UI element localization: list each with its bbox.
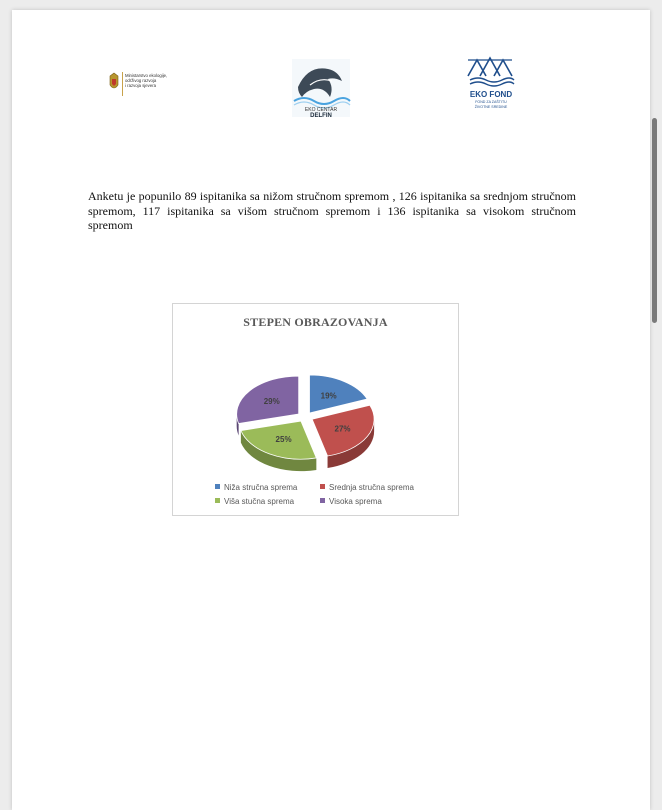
pie-data-label: 19%	[320, 391, 337, 401]
legend-label: Niža stručna sprema	[224, 483, 298, 492]
delfin-line1: EKO CENTAR	[304, 107, 338, 113]
chart-title: STEPEN OBRAZOVANJA	[243, 315, 388, 329]
legend-item	[215, 483, 297, 492]
delfin-line2: DELFIN	[310, 113, 332, 119]
ekofond-line2: ŽIVOTNE SREDINE	[474, 105, 508, 109]
legend-label: Visoka sprema	[329, 497, 382, 506]
ministry-line: i razvoja sjevera	[125, 83, 157, 88]
ministry-divider	[122, 72, 123, 96]
document-page	[12, 10, 650, 810]
montenegro-crest-icon	[107, 72, 121, 94]
delfin-logo	[284, 57, 354, 119]
legend-swatch	[320, 498, 325, 503]
education-pie-chart	[172, 303, 459, 516]
scrollbar[interactable]	[652, 118, 657, 323]
legend-swatch	[215, 498, 220, 503]
pie-data-label: 29%	[263, 397, 280, 407]
ekofond-name: EKO FOND	[469, 90, 513, 99]
pie-data-label: 27%	[334, 424, 351, 434]
ministry-logo	[107, 62, 187, 110]
legend-swatch	[320, 484, 325, 489]
legend-label: Viša stučna sprema	[224, 497, 295, 506]
ministry-name	[125, 73, 190, 88]
pie-data-label: 25%	[275, 435, 292, 445]
legend-label: Srednja stručna sprema	[329, 483, 414, 492]
ekofond-logo	[460, 52, 524, 114]
ministry-line: održivog razvoja	[125, 78, 157, 83]
legend-item	[320, 497, 382, 506]
legend-item	[320, 483, 414, 492]
ministry-line: Ministarstvo ekologije,	[125, 73, 168, 78]
intro-paragraph: Anketu je popunilo 89 ispitanika sa nižom stručnom spremom , 126 ispitanika sa srednjom stručnom spremom, 117 ispitanika sa višom stručnom spremom i 136 ispitanika sa visokom stručnom spremom	[88, 189, 576, 233]
pie-slice	[309, 375, 367, 413]
ekofond-line1: FOND ZA ZAŠTITU	[475, 100, 507, 104]
legend-item	[215, 497, 294, 506]
legend-swatch	[215, 484, 220, 489]
